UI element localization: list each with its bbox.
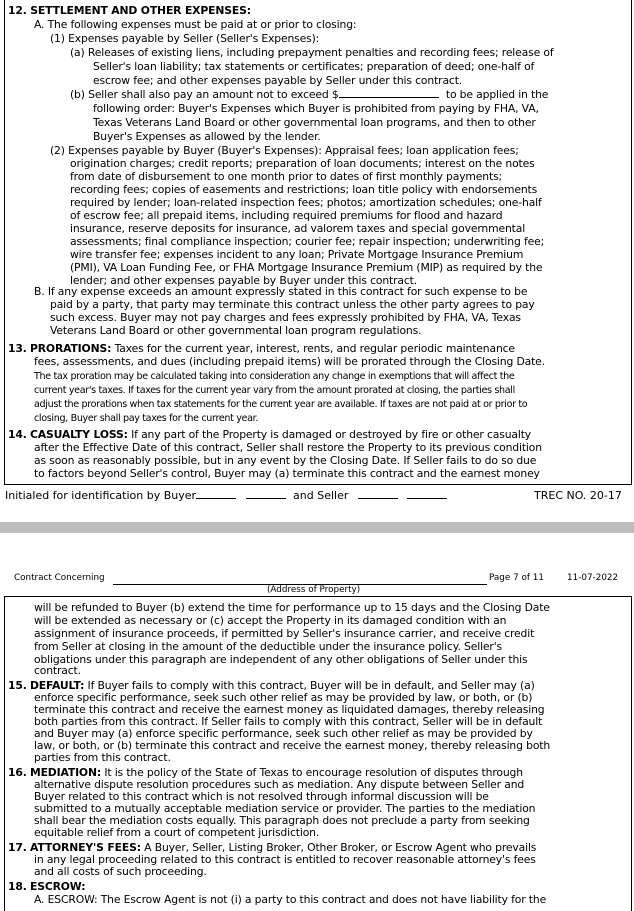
section-15-line: both parties from this contract. If Seller fails to comply with this contract, Seller will be in default	[34, 715, 543, 728]
section-14-cont-line: obligations under this paragraph are independent of any other obligations of Seller under this	[34, 653, 528, 666]
section-14-cont-line: will be extended as necessary or (c) accept the Property in its damaged condition with an	[34, 614, 507, 627]
initials-line	[5, 489, 447, 502]
section-13-small-line: adjust the prorations when tax statements for the current year are available. If taxes are not paid at or prior to	[34, 399, 528, 410]
section-12a2-line: origination charges; credit reports; preparation of loan documents; interest on the notes	[70, 157, 535, 170]
section-15-line: law, or both, or (b) terminate this contract and receive the earnest money, thereby releasing both	[34, 739, 551, 752]
seller-amount-field[interactable]	[339, 88, 439, 98]
section-12a2-line: (2) Expenses payable by Buyer (Buyer's Expenses): Appraisal fees; loan application fees;	[50, 144, 519, 157]
section-12a2-line: recording fees; copies of easements and restrictions; loan title policy with endorsements	[70, 183, 538, 196]
section-12b-line: paid by a party, that party may terminate this contract unless the other party agrees to pay	[50, 298, 535, 311]
and-seller-label: and Seller	[293, 489, 349, 502]
section-17-line: in any legal proceeding related to this contract is entitled to recover reasonable attorney's fees	[34, 853, 536, 866]
section-13-title: PRORATIONS:	[29, 342, 112, 355]
section-17-text: A Buyer, Seller, Listing Broker, Other Broker, or Escrow Agent who prevails	[144, 841, 537, 854]
section-18a-line: A. ESCROW: The Escrow Agent is not (i) a party to this contract and does not have liability for the	[34, 893, 547, 906]
section-15-line: terminate this contract and receive the earnest money as liquidated damages, thereby releasing	[34, 703, 545, 716]
section-16-line: shall bear the mediation costs equally. This paragraph does not preclude a party from seeking	[34, 814, 530, 827]
page-separator	[0, 522, 634, 533]
section-15-line: parties from this contract.	[34, 751, 171, 764]
section-16-line: alternative dispute resolution procedures such as mediation. Any dispute between Seller and	[34, 778, 525, 791]
section-12-heading: 12. SETTLEMENT AND OTHER EXPENSES:	[8, 4, 251, 17]
section-17-line: and all costs of such proceeding.	[34, 865, 207, 878]
section-12a1a-line: Seller's loan liability; tax statements or certificates; preparation of deed; one-half of	[93, 60, 535, 73]
section-12a2-line: assessments; final compliance inspection; courier fee; repair inspection; underwriting fee;	[70, 235, 545, 248]
initialed-label: Initialed for identification by Buyer	[5, 489, 197, 502]
section-18-number: 18.	[8, 880, 27, 893]
section-14-text: If any part of the Property is damaged or destroyed by fire or other casualty	[131, 428, 532, 441]
section-16-line: Buyer related to this contract which is not resolved through informal discussion will be	[34, 790, 489, 803]
section-18-first-line	[8, 880, 85, 893]
section-12a2-line: (PMI), VA Loan Funding Fee, or FHA Mortgage Insurance Premium (MIP) as required by the	[70, 261, 543, 274]
section-12a1b-suffix: to be applied in the	[445, 88, 549, 101]
section-14-title: CASUALTY LOSS:	[29, 428, 128, 441]
section-15-text: If Buyer fails to comply with this contract, Buyer will be in default, and Seller may (a)	[87, 679, 535, 692]
buyer-initial-1[interactable]	[196, 489, 236, 499]
section-13-first-line	[8, 342, 515, 355]
section-16-number: 16.	[8, 766, 27, 779]
section-15-title: DEFAULT:	[29, 679, 85, 692]
section-12a2-line: lender; and other expenses payable by Buyer under this contract.	[70, 274, 418, 287]
section-14-first-line	[8, 428, 531, 441]
section-12a2-line: wire transfer fee; expenses incident to any loan; Private Mortgage Insurance Premium	[70, 248, 524, 261]
section-15-line: enforce specific performance, seek such other relief as may be provided by law, or both, or (b)	[34, 691, 533, 704]
section-12a1a-line: (a) Releases of existing liens, including prepayment penalties and recording fees; release of	[70, 46, 554, 59]
section-14-cont-line: contract.	[34, 664, 81, 677]
section-12a1b-line: Buyer's Expenses as allowed by the lender.	[93, 130, 321, 143]
section-13-line: fees, assessments, and dues (including prepaid items) will be prorated through the Closing Date.	[34, 355, 545, 368]
section-12a-intro: A. The following expenses must be paid at or prior to closing:	[34, 18, 357, 31]
seller-initial-1[interactable]	[358, 489, 398, 499]
section-14-cont-line: will be refunded to Buyer (b) extend the time for performance up to 15 days and the Closing Date	[34, 601, 550, 614]
section-16-text: It is the policy of the State of Texas to encourage resolution of disputes through	[104, 766, 523, 779]
section-16-line: equitable relief from a court of competent jurisdiction.	[34, 826, 320, 839]
section-13-small-line: The tax proration may be calculated taking into consideration any change in exemptions that will affect the	[34, 371, 515, 382]
trec-number: TREC NO. 20-17	[534, 489, 622, 502]
section-12a2-line: of escrow fee; all prepaid items, including required premiums for flood and hazard	[70, 209, 503, 222]
section-14-line: to factors beyond Seller's control, Buyer may (a) terminate this contract and the earnest money	[34, 467, 540, 480]
section-17-title: ATTORNEY'S FEES:	[29, 841, 141, 854]
section-16-line: submitted to a mutually acceptable mediation service or provider. The parties to the mediation	[34, 802, 536, 815]
section-14-number: 14.	[8, 428, 27, 441]
section-13-small-line: current year's taxes. If taxes for the current year vary from the amount prorated at closing, the parties shall	[34, 385, 515, 396]
section-13-small-line: closing, Buyer shall pay taxes for the current year.	[34, 413, 259, 424]
section-12a1b-line: following order: Buyer's Expenses which Buyer is prohibited from paying by FHA, VA,	[93, 102, 539, 115]
page-number: Page 7 of 11	[489, 573, 544, 583]
section-12b-line: B. If any expense exceeds an amount expressly stated in this contract for such expense to be	[34, 285, 528, 298]
section-15-number: 15.	[8, 679, 27, 692]
section-12a2-line: from date of disbursement to one month prior to dates of first monthly payments;	[70, 170, 503, 183]
section-12a1b-first-line	[70, 88, 548, 101]
section-12b-line: Veterans Land Board or other governmental loan program regulations.	[50, 324, 422, 337]
section-16-title: MEDIATION:	[29, 766, 102, 779]
section-12a1b-prefix: (b) Seller shall also pay an amount not to exceed $	[70, 88, 339, 101]
section-12a2-line: required by lender; loan-related inspection fees; photos; amortization schedules; one-half	[70, 196, 542, 209]
section-18-title: ESCROW:	[29, 880, 86, 893]
buyer-initial-2[interactable]	[246, 489, 286, 499]
section-15-line: and Buyer may (a) enforce specific performance, seek such other relief as may be provided by	[34, 727, 533, 740]
section-17-number: 17.	[8, 841, 27, 854]
section-12a2-line: insurance, reserve deposits for insurance, ad valorem taxes and special governmental	[70, 222, 526, 235]
contract-concerning-label: Contract Concerning	[14, 573, 105, 583]
section-14-line: after the Effective Date of this contract, Seller shall restore the Property to its previous condition	[34, 441, 542, 454]
section-12a1a-line: escrow fee; and other expenses payable by Seller under this contract.	[93, 74, 463, 87]
section-14-cont-line: assignment of insurance proceeds, if permitted by Seller's insurance carrier, and receive credit	[34, 627, 535, 640]
address-of-property-caption: (Address of Property)	[267, 585, 361, 595]
form-date: 11-07-2022	[567, 573, 619, 583]
section-12b-line: such excess. Buyer may not pay charges and fees expressly prohibited by FHA, VA, Texas	[50, 311, 521, 324]
section-14-line: as soon as reasonably possible, but in any event by the Closing Date. If Seller fails to do so due	[34, 454, 537, 467]
section-14-cont-line: from Seller at closing in the amount of the deductible under the insurance policy. Seller's	[34, 640, 502, 653]
seller-initial-2[interactable]	[407, 489, 447, 499]
section-13-number: 13.	[8, 342, 27, 355]
section-13-text: Taxes for the current year, interest, rents, and regular periodic maintenance	[114, 342, 515, 355]
section-12a1b-line: Texas Veterans Land Board or other governmental loan programs, and then to other	[93, 116, 536, 129]
section-12a1-title: (1) Expenses payable by Seller (Seller's Expenses):	[50, 32, 320, 45]
